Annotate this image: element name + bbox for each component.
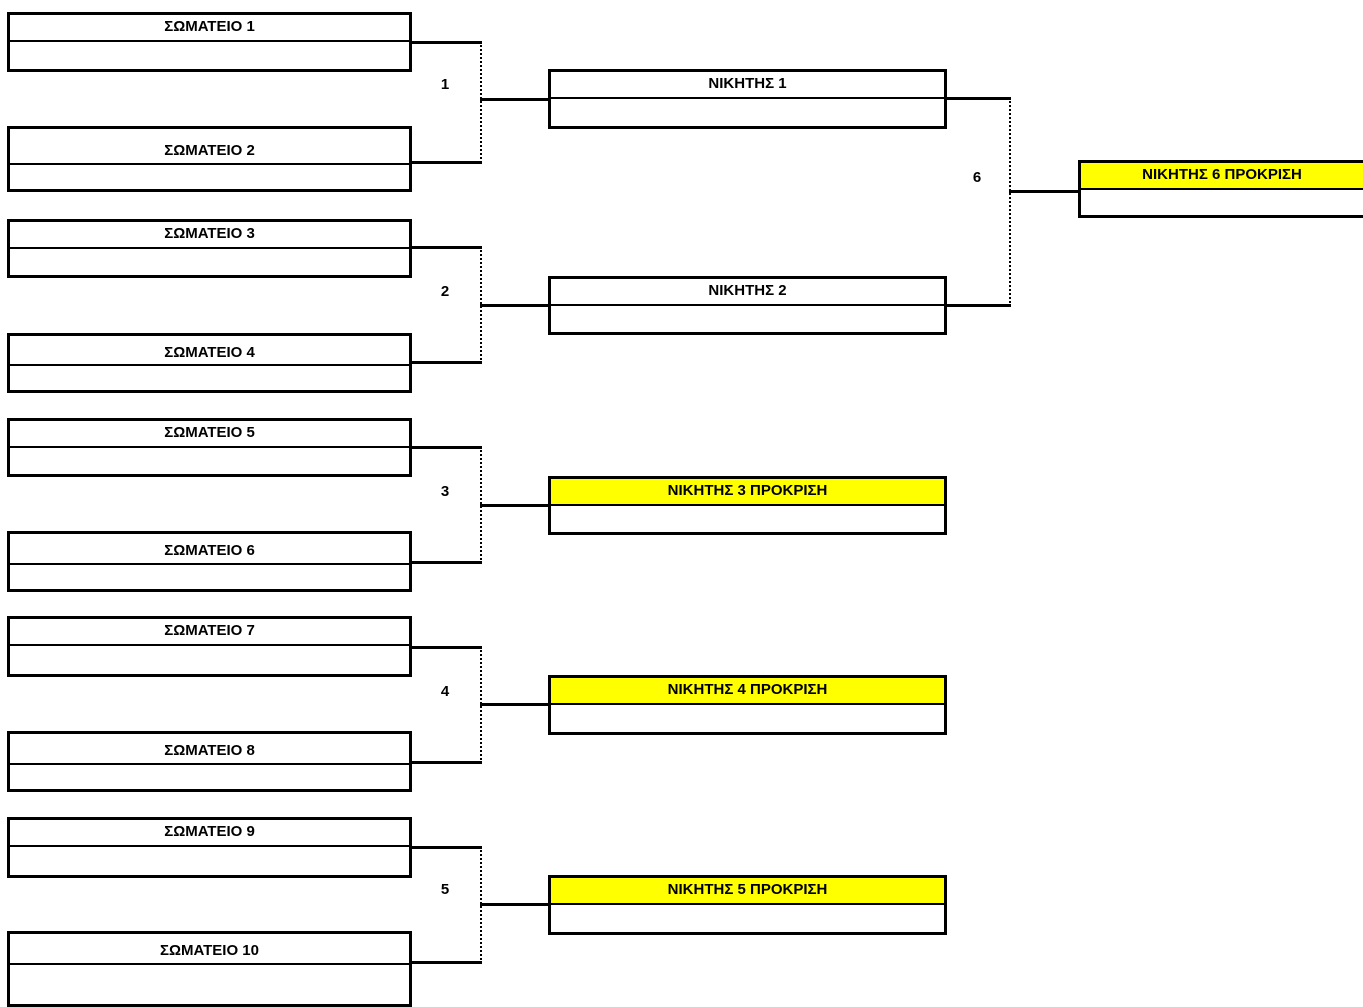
- winner-score-field[interactable]: [551, 705, 944, 729]
- connector-line: [410, 161, 482, 164]
- team-box-4[interactable]: [7, 333, 412, 393]
- team-name: ΣΩΜΑΤΕΙΟ 8: [10, 734, 409, 765]
- team-score-field[interactable]: [10, 565, 409, 589]
- winner-score-field[interactable]: [551, 306, 944, 330]
- connector-line: [410, 646, 482, 649]
- team-score-field[interactable]: [10, 366, 409, 390]
- winner-box-3[interactable]: [548, 476, 947, 535]
- team-score-field[interactable]: [10, 249, 409, 273]
- match-number: 5: [440, 881, 450, 898]
- team-box-2[interactable]: [7, 126, 412, 192]
- winner-name: ΝΙΚΗΤΗΣ 1: [551, 72, 944, 99]
- team-box-6[interactable]: [7, 531, 412, 592]
- match-number: 3: [440, 483, 450, 500]
- connector-line: [410, 246, 482, 249]
- team-score-field[interactable]: [10, 42, 409, 66]
- team-name: ΣΩΜΑΤΕΙΟ 2: [10, 129, 409, 165]
- match-number: 1: [440, 76, 450, 93]
- connector-line: [1009, 190, 1081, 193]
- team-name: ΣΩΜΑΤΕΙΟ 1: [10, 15, 409, 42]
- final-winner-box[interactable]: [1078, 160, 1363, 218]
- match-number: 4: [440, 683, 450, 700]
- team-score-field[interactable]: [10, 965, 409, 989]
- winner-score-field[interactable]: [551, 905, 944, 929]
- team-name: ΣΩΜΑΤΕΙΟ 5: [10, 421, 409, 448]
- connector-line: [410, 41, 482, 44]
- winner-name-qualified: ΝΙΚΗΤΗΣ 3 ΠΡΟΚΡΙΣΗ: [551, 479, 944, 506]
- team-box-9[interactable]: [7, 817, 412, 878]
- connector-line: [410, 846, 482, 849]
- team-score-field[interactable]: [10, 765, 409, 789]
- winner-name: ΝΙΚΗΤΗΣ 2: [551, 279, 944, 306]
- connector-line: [480, 504, 552, 507]
- connector-line: [480, 304, 552, 307]
- team-score-field[interactable]: [10, 847, 409, 871]
- match-number: 2: [440, 283, 450, 300]
- winner-name-qualified: ΝΙΚΗΤΗΣ 4 ΠΡΟΚΡΙΣΗ: [551, 678, 944, 705]
- team-box-8[interactable]: [7, 731, 412, 792]
- connector-line: [480, 42, 482, 163]
- connector-line: [945, 304, 1011, 307]
- winner-box-1[interactable]: [548, 69, 947, 129]
- connector-line: [480, 903, 552, 906]
- winner-name-qualified: ΝΙΚΗΤΗΣ 5 ΠΡΟΚΡΙΣΗ: [551, 878, 944, 905]
- final-winner-name: ΝΙΚΗΤΗΣ 6 ΠΡΟΚΡΙΣΗ: [1081, 163, 1363, 190]
- team-name: ΣΩΜΑΤΕΙΟ 9: [10, 820, 409, 847]
- team-score-field[interactable]: [10, 646, 409, 670]
- winner-box-4[interactable]: [548, 675, 947, 735]
- team-name: ΣΩΜΑΤΕΙΟ 10: [10, 934, 409, 965]
- match-number: 6: [972, 169, 982, 186]
- team-name: ΣΩΜΑΤΕΙΟ 6: [10, 534, 409, 565]
- winner-box-2[interactable]: [548, 276, 947, 335]
- connector-line: [1009, 98, 1011, 306]
- team-box-3[interactable]: [7, 219, 412, 278]
- team-name: ΣΩΜΑΤΕΙΟ 3: [10, 222, 409, 249]
- team-box-7[interactable]: [7, 616, 412, 677]
- winner-score-field[interactable]: [551, 99, 944, 123]
- team-box-1[interactable]: [7, 12, 412, 72]
- connector-line: [410, 446, 482, 449]
- team-box-10[interactable]: [7, 931, 412, 1007]
- winner-box-5[interactable]: [548, 875, 947, 935]
- team-score-field[interactable]: [10, 448, 409, 472]
- connector-line: [480, 703, 552, 706]
- team-name: ΣΩΜΑΤΕΙΟ 7: [10, 619, 409, 646]
- team-name: ΣΩΜΑΤΕΙΟ 4: [10, 336, 409, 366]
- final-score-field[interactable]: [1081, 190, 1363, 214]
- connector-line: [410, 361, 482, 364]
- team-box-5[interactable]: [7, 418, 412, 477]
- connector-line: [945, 97, 1011, 100]
- connector-line: [480, 98, 552, 101]
- team-score-field[interactable]: [10, 165, 409, 189]
- connector-line: [410, 561, 482, 564]
- connector-line: [410, 961, 482, 964]
- connector-line: [410, 761, 482, 764]
- winner-score-field[interactable]: [551, 506, 944, 530]
